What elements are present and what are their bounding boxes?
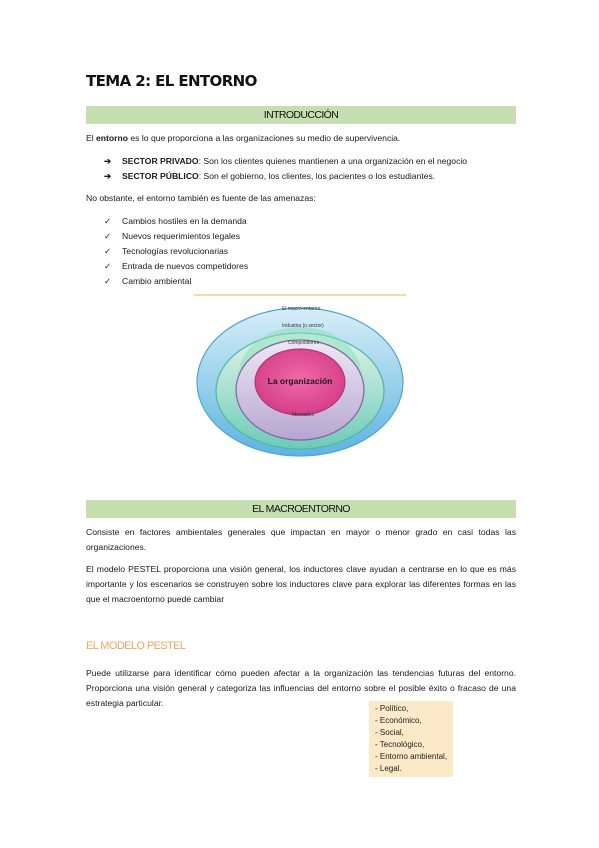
arrow-icon: ➔ [104, 156, 112, 166]
check-icon: ✓ [104, 216, 112, 226]
label-macro-environment: El macro-entorno [282, 306, 321, 312]
pestel-item: - Legal. [375, 764, 402, 773]
arrow-item-public: ➔ SECTOR PÚBLICO: Son el gobierno, los clientes, los pacientes o los estudiantes. [104, 171, 436, 181]
arrow-icon: ➔ [104, 171, 112, 181]
intro-bold-term: entorno [96, 133, 129, 143]
label-markets: Mercados [292, 412, 314, 418]
intro-paragraph: El entorno es lo que proporciona a las organizaciones su medio de supervivencia. [86, 133, 401, 143]
environment-diagram [194, 294, 406, 460]
macro-paragraph-1: Consiste en factores ambientales generales que impactan en mayor o menor grado en casi todas las organizaciones. [86, 527, 516, 552]
pestel-item: - Entorno ambiental, [375, 752, 448, 761]
section-heading-pestel: EL MODELO PESTEL [86, 640, 186, 652]
check-icon: ✓ [104, 261, 112, 271]
label-industry: Industria (o sector) [282, 323, 324, 329]
page-title: TEMA 2: EL ENTORNO [86, 72, 257, 90]
pestel-paragraph: Puede utilizarse para identificar cómo pueden afectar a la organización las tendencias futuras del entorno. Proporciona una visión general y categoriza las influencias del entorno sobre el posible éxito o fracaso de una estrategia particular. [86, 668, 516, 708]
section-heading-macro: EL MACROENTORNO [86, 500, 516, 518]
check-icon: ✓ [104, 231, 112, 241]
check-icon: ✓ [104, 246, 112, 256]
threat-item: ✓ Nuevos requerimientos legales [104, 231, 240, 241]
label-organization: La organización [267, 376, 333, 386]
section-heading-intro: INTRODUCCIÓN [86, 106, 516, 124]
threat-item: ✓ Cambios hostiles en la demanda [104, 216, 247, 226]
pestel-item: - Político, [375, 704, 409, 713]
pestel-item: - Tecnológico, [375, 740, 425, 749]
pestel-item: - Social, [375, 728, 404, 737]
check-icon: ✓ [104, 276, 112, 286]
threat-item: ✓ Tecnologías revolucionarias [104, 246, 229, 256]
threats-intro: No obstante, el entorno también es fuente de las amenazas: [86, 193, 316, 203]
pestel-list-box [369, 701, 453, 777]
macro-paragraph-2: El modelo PESTEL proporciona una visión general, los inductores clave ayudan a centrarse en lo que es más importante y los escenarios se construyen sobre los inductores clave para explorar las diferentes formas en las que el macroentorno puede cambiar [86, 564, 516, 604]
arrow-item-private: ➔ SECTOR PRIVADO: Son los clientes quienes mantienen a una organización en el negocio [104, 156, 468, 166]
pestel-item: - Económico, [375, 716, 422, 725]
threat-item: ✓ Entrada de nuevos competidores [104, 261, 249, 271]
label-competitors: Competidores [288, 340, 320, 346]
threat-item: ✓ Cambio ambiental [104, 276, 192, 286]
